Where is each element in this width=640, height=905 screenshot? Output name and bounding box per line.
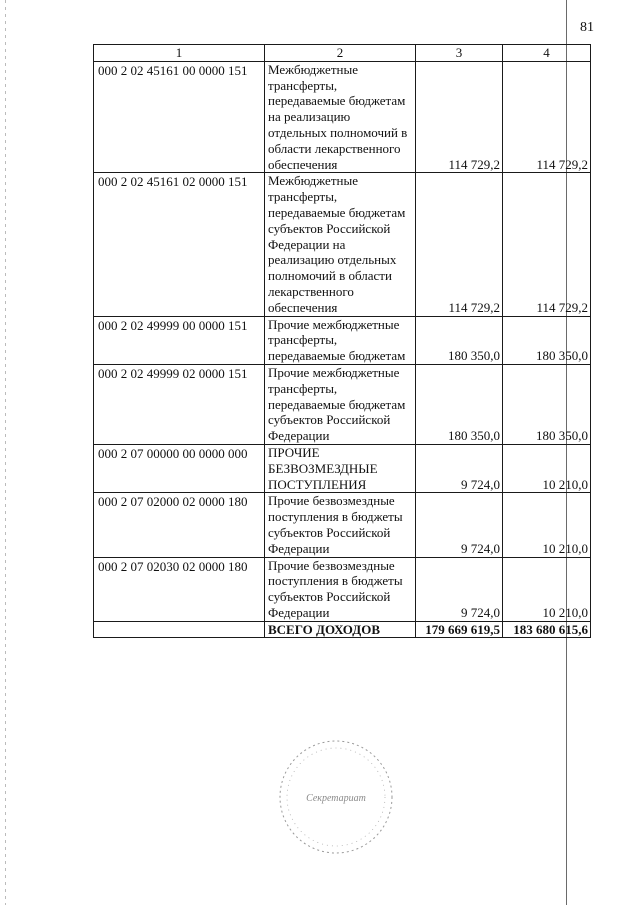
table-row: [94, 61, 591, 173]
official-stamp: [276, 738, 396, 856]
header-col-2: 2: [265, 45, 416, 62]
row-code: 000 2 07 02030 02 0000 180: [94, 557, 265, 621]
row-value-col3: 9 724,0: [416, 444, 503, 492]
header-col-4: 4: [503, 45, 591, 62]
table-row: [94, 493, 591, 557]
row-code: 000 2 02 45161 00 0000 151: [94, 61, 265, 173]
row-value-col4: 10 210,0: [503, 444, 591, 492]
scan-edge-line: [5, 0, 6, 905]
revenue-table: [93, 44, 591, 638]
page-number: 81: [580, 20, 594, 35]
row-name: Межбюджетные трансферты, передаваемые бюджетам на реализацию отдельных полномочий в области лекарственного обеспечения: [265, 61, 416, 173]
header-col-1: 1: [94, 45, 265, 62]
header-row: [94, 45, 591, 62]
table-row: [94, 316, 591, 364]
table-row: [94, 173, 591, 316]
header-col-3: 3: [416, 45, 503, 62]
row-code: 000 2 07 00000 00 0000 000: [94, 444, 265, 492]
row-value-col3: 180 350,0: [416, 316, 503, 364]
row-value-col3: 9 724,0: [416, 493, 503, 557]
row-code: 000 2 02 49999 00 0000 151: [94, 316, 265, 364]
row-value-col4: 114 729,2: [503, 173, 591, 316]
row-value-col4: 114 729,2: [503, 61, 591, 173]
row-name: Прочие межбюджетные трансферты, передаваемые бюджетам: [265, 316, 416, 364]
total-value-col3: 179 669 619,5: [416, 621, 503, 638]
total-row: [94, 621, 591, 638]
total-value-col4: 183 680 615,6: [503, 621, 591, 638]
row-value-col4: 180 350,0: [503, 316, 591, 364]
row-value-col3: 9 724,0: [416, 557, 503, 621]
stamp-text: Секретариат: [306, 793, 366, 804]
row-value-col4: 10 210,0: [503, 493, 591, 557]
row-code: 000 2 07 02000 02 0000 180: [94, 493, 265, 557]
total-code: [94, 621, 265, 638]
row-code: 000 2 02 49999 02 0000 151: [94, 364, 265, 444]
row-code: 000 2 02 45161 02 0000 151: [94, 173, 265, 316]
row-name: Прочие безвозмездные поступления в бюджеты субъектов Российской Федерации: [265, 493, 416, 557]
table-row: [94, 364, 591, 444]
row-value-col3: 114 729,2: [416, 61, 503, 173]
row-value-col4: 10 210,0: [503, 557, 591, 621]
row-name: Межбюджетные трансферты, передаваемые бюджетам субъектов Российской Федерации на реализацию отдельных полномочий в области лекарственного обеспечения: [265, 173, 416, 316]
row-value-col3: 180 350,0: [416, 364, 503, 444]
table-row: [94, 557, 591, 621]
row-name: Прочие межбюджетные трансферты, передаваемые бюджетам субъектов Российской Федерации: [265, 364, 416, 444]
row-name: ПРОЧИЕ БЕЗВОЗМЕЗДНЫЕ ПОСТУПЛЕНИЯ: [265, 444, 416, 492]
total-label: ВСЕГО ДОХОДОВ: [265, 621, 416, 638]
row-value-col4: 180 350,0: [503, 364, 591, 444]
row-name: Прочие безвозмездные поступления в бюджеты субъектов Российской Федерации: [265, 557, 416, 621]
row-value-col3: 114 729,2: [416, 173, 503, 316]
table-row: [94, 444, 591, 492]
